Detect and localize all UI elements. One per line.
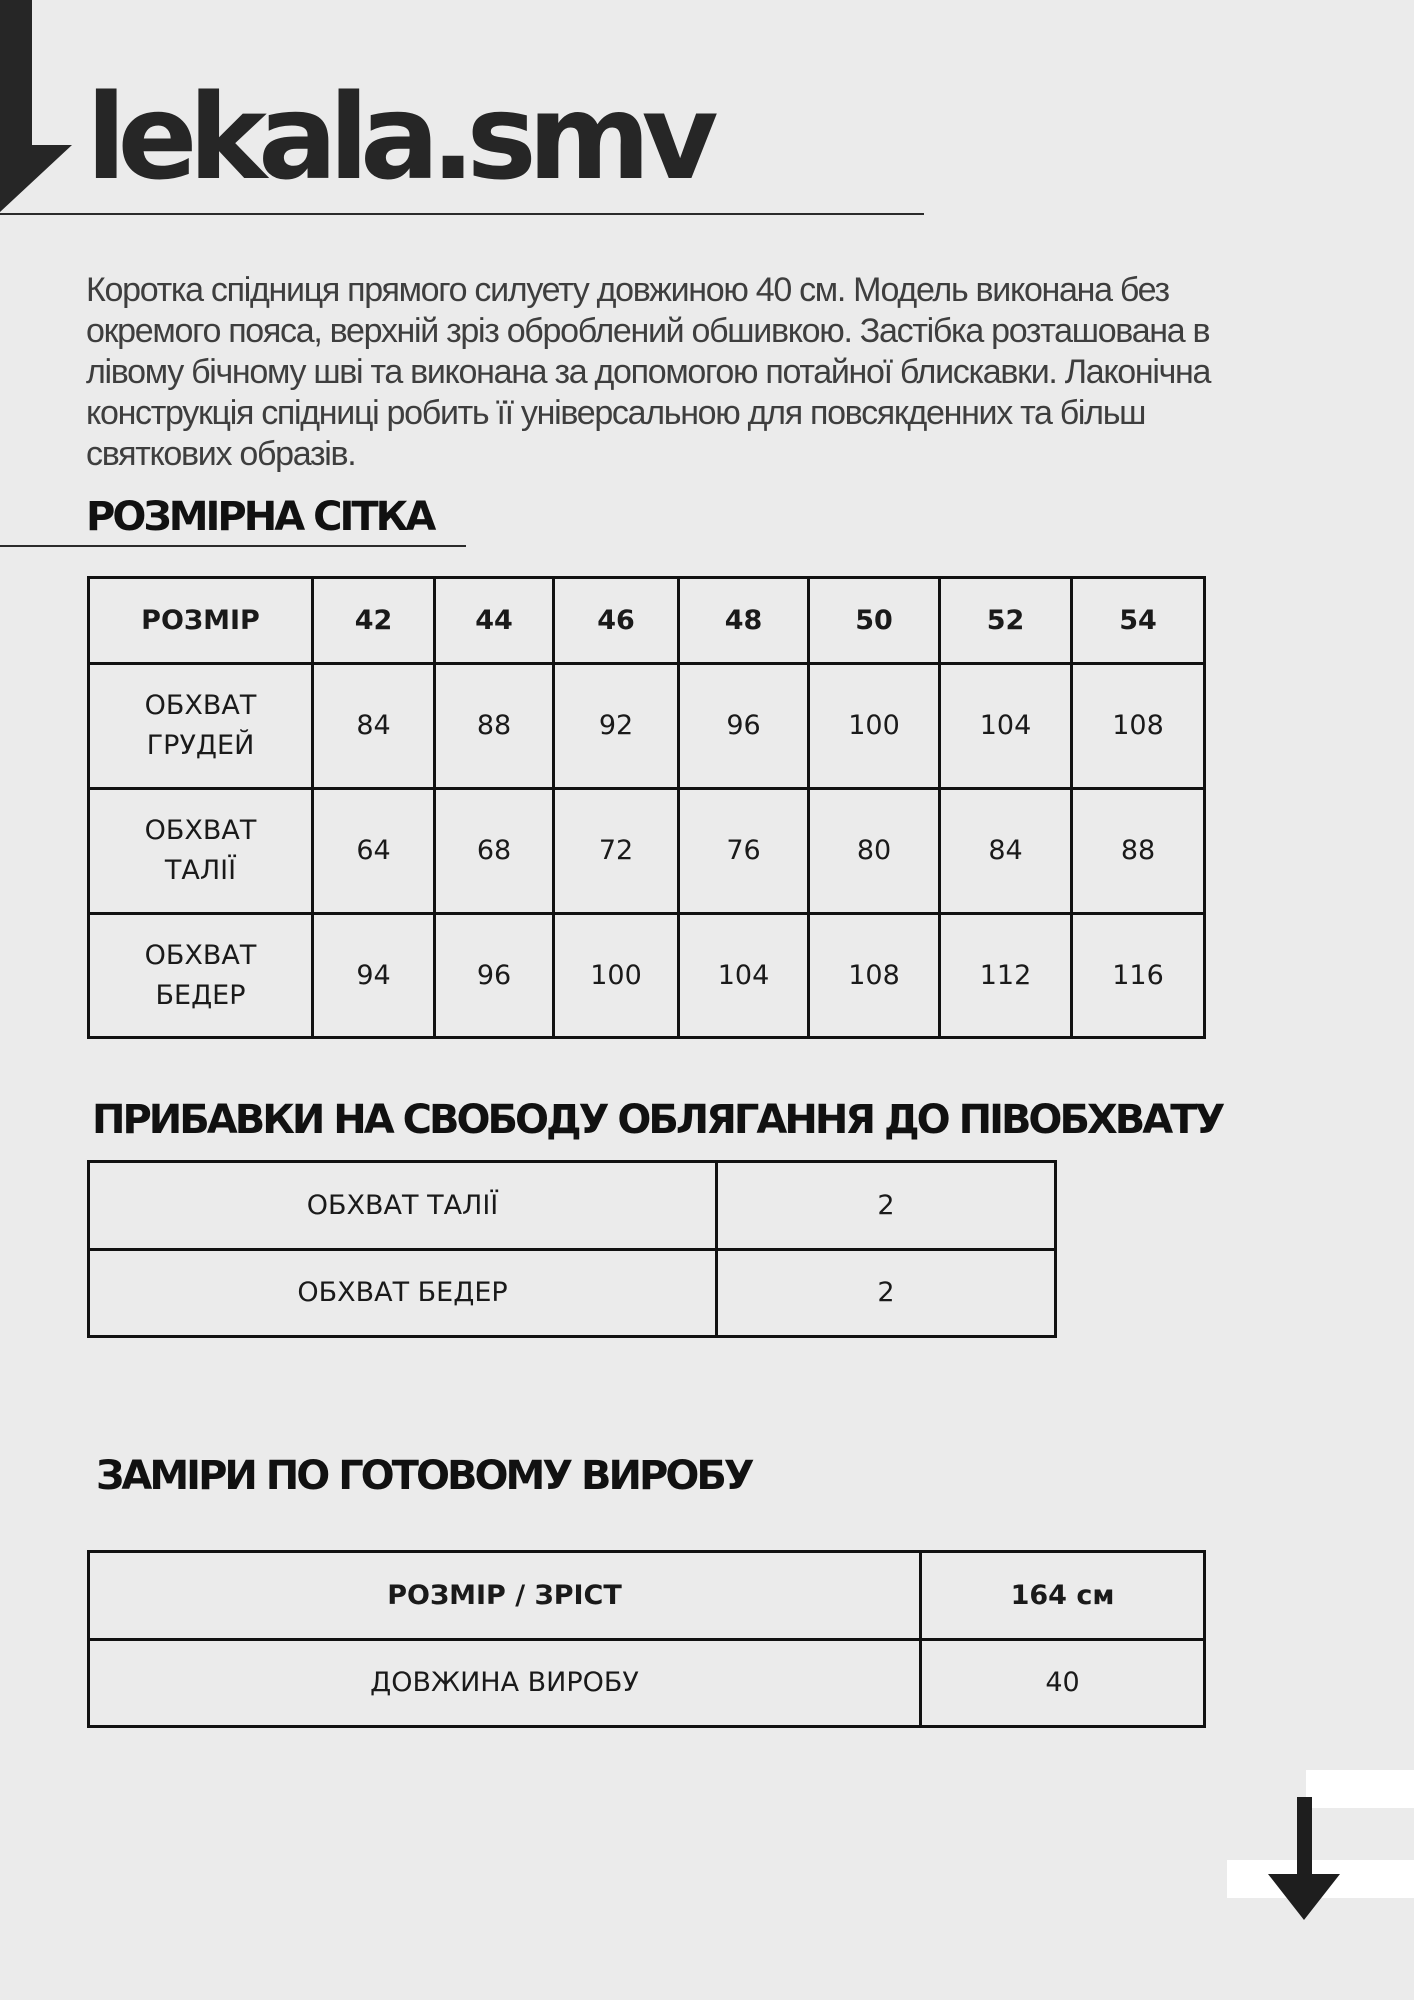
finished-header-row [89,1552,1205,1640]
finished-header-label: РОЗМІР / ЗРІСТ [89,1552,921,1640]
value-cell: 68 [435,789,554,914]
value-cell: 96 [435,914,554,1038]
value-cell: 88 [435,664,554,789]
finished-header-value: 164 см [921,1552,1205,1640]
row-label-cell [89,789,313,914]
ease-value-cell: 2 [717,1250,1056,1337]
value-cell: 94 [313,914,435,1038]
size-chart-header-cell: РОЗМІР [89,578,313,664]
size-chart-header-cell: 52 [940,578,1072,664]
finished-value-cell: 40 [921,1640,1205,1727]
value-cell: 96 [679,664,809,789]
ease-title: ПРИБАВКИ НА СВОБОДУ ОБЛЯГАННЯ ДО ПІВОБХВАТУ [92,1097,1223,1143]
corner-arrow-icon [0,0,80,220]
value-cell: 112 [940,914,1072,1038]
product-description: Коротка спідниця прямого силуету довжиною 40 см. Модель виконана без окремого пояса, верхній зріз оброблений обшивкою. Застібка розташована в лівому бічному шві та виконана за допомогою потайної блискавки. Лаконічна конструкція спідниці робить її універсальною для повсякденних та більш святкових образів. [86,271,1211,473]
size-chart-header-cell: 46 [554,578,679,664]
table-row [89,664,1205,789]
table-row [89,1162,1056,1250]
row-label-line: ОБХВАТ [144,939,257,971]
value-cell: 92 [554,664,679,789]
size-chart-header-cell: 48 [679,578,809,664]
row-label-line: ТАЛІЇ [164,855,237,886]
ease-table [87,1160,1057,1338]
size-chart-table [87,576,1206,1039]
ease-value-cell: 2 [717,1162,1056,1250]
header-divider [0,213,924,215]
size-chart-header-cell: 54 [1072,578,1205,664]
row-label-line: БЕДЕР [155,979,246,1011]
value-cell: 84 [940,789,1072,914]
row-label-line: ОБХВАТ [144,815,257,846]
finished-title: ЗАМІРИ ПО ГОТОВОМУ ВИРОБУ [96,1453,752,1499]
table-row [89,1250,1056,1337]
size-chart-header-cell: 50 [809,578,940,664]
brand-logo: lekala.smv [86,68,710,206]
size-chart-header-cell: 44 [435,578,554,664]
finished-label-cell: ДОВЖИНА ВИРОБУ [89,1640,921,1727]
row-label-cell [89,664,313,789]
size-chart-header-cell: 42 [313,578,435,664]
value-cell: 100 [554,914,679,1038]
table-row [89,789,1205,914]
value-cell: 104 [679,914,809,1038]
value-cell: 116 [1072,914,1205,1038]
down-arrow-icon [1220,1770,1414,1930]
value-cell: 100 [809,664,940,789]
ease-label-cell: ОБХВАТ ТАЛІЇ [89,1162,717,1250]
value-cell: 76 [679,789,809,914]
value-cell: 108 [809,914,940,1038]
row-label-line: ГРУДЕЙ [146,730,255,761]
size-chart-title-rule [0,545,466,547]
row-label-cell [89,914,313,1038]
size-chart-header-row [89,578,1205,664]
value-cell: 72 [554,789,679,914]
row-label-line: ОБХВАТ [144,690,257,721]
value-cell: 84 [313,664,435,789]
value-cell: 104 [940,664,1072,789]
table-row [89,914,1205,1038]
value-cell: 108 [1072,664,1205,789]
finished-table [87,1550,1206,1728]
value-cell: 88 [1072,789,1205,914]
value-cell: 80 [809,789,940,914]
value-cell: 64 [313,789,435,914]
ease-label-cell: ОБХВАТ БЕДЕР [89,1250,717,1337]
size-chart-title: РОЗМІРНА СІТКА [86,494,434,540]
table-row [89,1640,1205,1727]
